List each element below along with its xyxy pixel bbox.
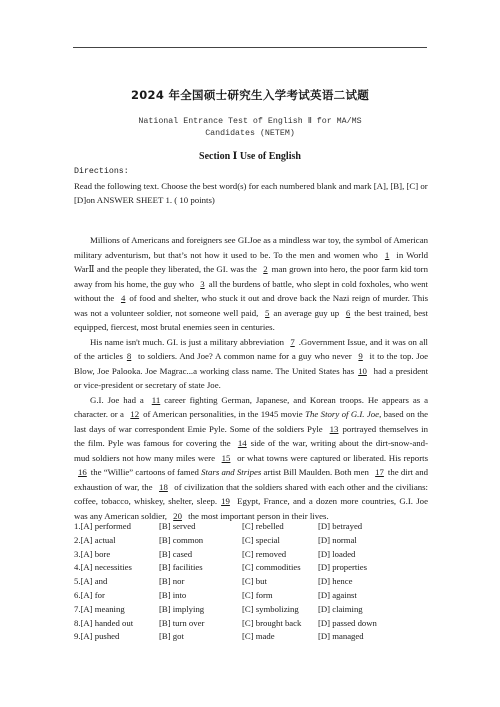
- page-title: 2024 年全国硕士研究生入学考试英语二试题: [130, 88, 370, 102]
- blank-number: 16: [78, 467, 87, 477]
- option-choice: 7.[A] meaning: [74, 603, 125, 614]
- option-choice: [C] removed: [242, 548, 287, 559]
- passage-text: Egypt, France, and a dozen more countries, G.I. Joe was any American soldier,: [74, 496, 428, 521]
- passage-text: all the burdens of battle, who slept in cold foxholes, who went without the: [74, 278, 428, 303]
- option-choice: [B] common: [159, 534, 204, 545]
- reading-passage: [74, 233, 428, 523]
- option-row: [74, 589, 434, 603]
- option-choice: 1.[A] performed: [74, 521, 131, 531]
- directions-label: Directions:: [74, 167, 129, 176]
- passage-text: an average guy up: [273, 307, 342, 318]
- option-row: [74, 534, 434, 548]
- passage-text: His name isn't much. GI. is just a military abbreviation: [90, 336, 287, 347]
- option-choice: [B] served: [159, 521, 196, 531]
- blank-number: 19: [221, 496, 230, 506]
- option-choice: [C] rebelled: [242, 521, 284, 531]
- blank-number: 9: [358, 351, 363, 361]
- blank-number: 7: [290, 336, 295, 347]
- passage-paragraph: [74, 393, 428, 524]
- option-row: [74, 548, 434, 562]
- passage-text: the dirt and exhaustion of war, the: [74, 467, 428, 492]
- passage-text: portrayed themselves in the film. Pyle was famous for covering the: [74, 423, 428, 448]
- blank-number: 1: [384, 249, 390, 260]
- option-choice: [B] facilities: [159, 562, 203, 573]
- option-choice: [B] implying: [159, 603, 205, 614]
- subtitle-line-2: Candidates (NETEM): [205, 129, 295, 138]
- option-choice: [C] but: [242, 576, 267, 587]
- passage-text: Millions of Americans and foreigners see GI.Joe as a mindless war toy, the symbol of American military adventurism, but that’s not how it used to be. To the men and women who: [74, 235, 428, 260]
- option-row: [74, 617, 434, 631]
- answer-options: [74, 520, 434, 644]
- passage-text: the “Willie” cartoons of famed: [90, 467, 202, 477]
- option-choice: [C] symbolizing: [242, 603, 299, 614]
- passage-text: .Government Issue, and it was on all of the articles: [74, 336, 428, 361]
- option-choice: [C] brought back: [242, 617, 302, 628]
- passage-text: or what towns were captured or liberated. His reports: [234, 452, 429, 463]
- italic-title: Stars and Stripes: [201, 467, 262, 477]
- blank-number: 13: [329, 423, 339, 434]
- option-choice: [C] made: [242, 631, 275, 642]
- option-choice: [D] normal: [318, 534, 357, 545]
- blank-number: 2: [263, 264, 268, 274]
- option-choice: 3.[A] bore: [74, 548, 111, 559]
- option-choice: 2.[A] actual: [74, 534, 116, 545]
- blank-number: 6: [345, 307, 351, 318]
- directions-text: Read the following text. Choose the best word(s) for each numbered blank and mark [A], [B], [C] or [D]on ANSWER SHEET 1. ( 10 points): [74, 181, 428, 205]
- option-choice: [D] against: [318, 589, 357, 600]
- option-row: [74, 603, 434, 617]
- passage-text: artist Bill Maulden. Both men: [261, 467, 372, 477]
- passage-text: G.I. Joe had a: [90, 394, 148, 405]
- option-choice: [B] got: [159, 631, 184, 642]
- option-choice: [D] passed down: [318, 617, 377, 628]
- option-choice: [C] special: [242, 534, 280, 545]
- option-choice: [C] commodities: [242, 562, 301, 573]
- option-row: [74, 520, 434, 534]
- option-choice: [B] into: [159, 589, 187, 600]
- blank-number: 8: [126, 351, 132, 361]
- option-choice: [D] claiming: [318, 603, 363, 614]
- option-choice: 4.[A] necessities: [74, 562, 132, 573]
- option-choice: 5.[A] and: [74, 576, 108, 587]
- option-choice: [B] nor: [159, 576, 185, 587]
- exam-subtitle: [0, 116, 500, 140]
- subtitle-line-1: National Entrance Test of English Ⅱ for MA/MS: [138, 117, 362, 126]
- blank-number: 15: [221, 452, 231, 463]
- blank-number: 4: [120, 293, 126, 303]
- passage-text: man grown into hero, the poor farm kid torn away from his home, the guy who: [74, 264, 429, 289]
- option-choice: [B] turn over: [159, 617, 205, 628]
- passage-text: of American personalities, in the 1945 movie: [143, 409, 306, 419]
- passage-text: in World WarⅡ and the people they liberated, the GI. was the: [74, 249, 428, 274]
- blank-number: 10: [358, 365, 367, 376]
- option-choice: [D] hence: [318, 576, 353, 587]
- passage-paragraph: [74, 335, 428, 393]
- option-choice: [D] loaded: [318, 548, 356, 559]
- option-row: [74, 630, 434, 644]
- option-choice: [C] form: [242, 589, 273, 600]
- blank-number: 14: [237, 438, 247, 448]
- passage-text: side of the war, writing about the dirt-snow-and-mud soldiers not how many miles were: [74, 438, 429, 463]
- section-heading: Section Ⅰ Use of English: [199, 151, 301, 162]
- blank-number: 20: [173, 510, 182, 521]
- passage-paragraph: [74, 233, 428, 335]
- option-choice: [D] managed: [318, 631, 364, 642]
- passage-text: of civilization that the soldiers shared with each other and the civilians: coffee, tobacco, whiskey, shelter, sleep.: [74, 481, 428, 506]
- passage-text: the best trained, best equipped, fiercest, most brutal enemies seen in centuries.: [74, 307, 428, 332]
- passage-text: career fighting German, Japanese, and Korean troops. He appears as a character. or a: [74, 394, 429, 419]
- blank-number: 12: [130, 409, 140, 419]
- option-choice: 8.[A] handed out: [74, 617, 134, 628]
- option-choice: [D] properties: [318, 562, 367, 573]
- blank-number: 5: [265, 307, 270, 318]
- blank-number: 3: [200, 278, 205, 289]
- italic-title: The Story of G.I. Joe: [305, 409, 380, 419]
- blank-number: 18: [159, 481, 168, 492]
- passage-text: , based on the last days of war correspondent Emie Pyle. Some of the soldiers Pyle: [74, 409, 428, 434]
- option-choice: [D] betrayed: [318, 521, 363, 531]
- header-rule: [73, 47, 427, 48]
- passage-text: it to the top. Joe Blow, Joe Palooka. Joe Magrac...a working class name. The United States has: [74, 351, 428, 376]
- blank-number: 17: [375, 467, 384, 477]
- option-choice: 6.[A] for: [74, 589, 105, 600]
- option-row: [74, 575, 434, 589]
- option-choice: 9.[A] pushed: [74, 631, 120, 642]
- passage-text: the most important person in their lives.: [185, 510, 329, 521]
- option-row: [74, 561, 434, 575]
- passage-text: to soldiers. And Joe? A common name for a guy who never: [135, 351, 355, 361]
- passage-text: had a president or vice-president or secretary of state Joe.: [74, 365, 429, 390]
- passage-text: of food and shelter, who stuck it out and drove back the Nazi reign of murder. This was not a volunteer soldier, not someone well paid,: [74, 293, 428, 318]
- option-choice: [B] cased: [159, 548, 193, 559]
- blank-number: 11: [151, 394, 161, 405]
